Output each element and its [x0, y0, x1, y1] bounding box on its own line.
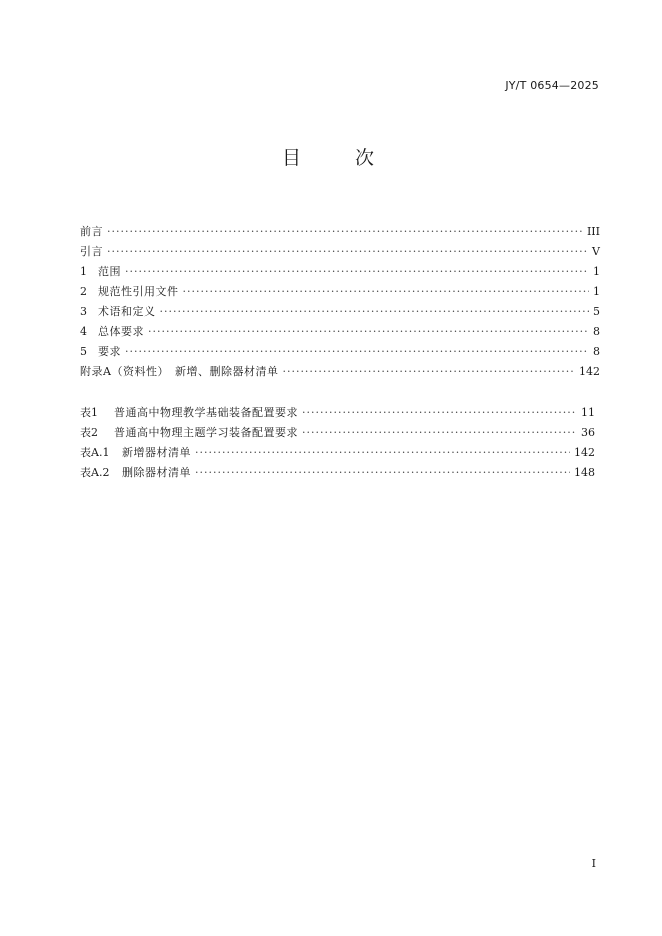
dot-leader	[302, 403, 577, 423]
table-entry-a2[interactable]	[80, 463, 595, 483]
toc-entry-foreword[interactable]	[80, 222, 600, 242]
table-number: 表A.2	[80, 466, 110, 479]
toc-entry-scope[interactable]	[80, 262, 600, 282]
table-page: 148	[574, 466, 595, 479]
toc-label: 总体要求	[98, 325, 144, 338]
toc-page: 8	[593, 325, 600, 338]
page-number: I	[591, 857, 596, 870]
toc-number: 2	[80, 285, 87, 298]
table-number: 表A.1	[80, 446, 110, 459]
page-title: 目 次	[281, 147, 399, 169]
table-page: 36	[581, 426, 595, 439]
toc-label: 要求	[98, 345, 121, 358]
dot-leader	[195, 443, 570, 463]
dot-leader	[302, 423, 577, 443]
table-label: 删除器材清单	[122, 466, 191, 479]
dot-leader	[148, 322, 589, 342]
table-entry-1[interactable]	[80, 403, 595, 423]
table-label: 普通高中物理教学基础装备配置要求	[114, 406, 298, 419]
toc-number: 5	[80, 345, 87, 358]
toc-label: 引言	[80, 245, 103, 258]
toc-number: 4	[80, 325, 87, 338]
dot-leader	[125, 342, 589, 362]
dot-leader	[183, 282, 590, 302]
table-label: 普通高中物理主题学习装备配置要求	[114, 426, 298, 439]
toc-label: 术语和定义	[98, 305, 156, 318]
dot-leader	[107, 242, 588, 262]
toc-label: 范围	[98, 265, 121, 278]
table-page: 11	[581, 406, 595, 419]
toc-page: 8	[593, 345, 600, 358]
toc-entry-terms[interactable]	[80, 302, 600, 322]
toc-number: 3	[80, 305, 87, 318]
dot-leader	[160, 302, 590, 322]
dot-leader	[125, 262, 589, 282]
toc-entry-requirements[interactable]	[80, 342, 600, 362]
toc-entry-appendix-a[interactable]	[80, 362, 600, 382]
table-label: 新增器材清单	[122, 446, 191, 459]
table-number: 表1	[80, 406, 98, 419]
toc-page: III	[586, 225, 600, 238]
document-code: JY/T 0654—2025	[505, 79, 599, 92]
table-list	[80, 403, 600, 483]
toc-page: 5	[593, 305, 600, 318]
toc-entry-normative-references[interactable]	[80, 282, 600, 302]
toc-entry-general-requirements[interactable]	[80, 322, 600, 342]
dot-leader	[195, 463, 570, 483]
toc-label: 前言	[80, 225, 103, 238]
toc-entry-introduction[interactable]	[80, 242, 600, 262]
toc-label: 附录A（资料性） 新增、删除器材清单	[80, 365, 279, 378]
toc-number: 1	[80, 265, 87, 278]
toc-page: 1	[593, 285, 600, 298]
dot-leader	[282, 362, 575, 382]
table-entry-a1[interactable]	[80, 443, 595, 463]
table-entry-2[interactable]	[80, 423, 595, 443]
toc-page: V	[592, 245, 600, 258]
toc-page: 142	[579, 365, 600, 378]
table-page: 142	[574, 446, 595, 459]
dot-leader	[107, 222, 583, 242]
toc-list	[80, 222, 600, 382]
table-number: 表2	[80, 426, 98, 439]
toc-page: 1	[593, 265, 600, 278]
toc-label: 规范性引用文件	[98, 285, 179, 298]
